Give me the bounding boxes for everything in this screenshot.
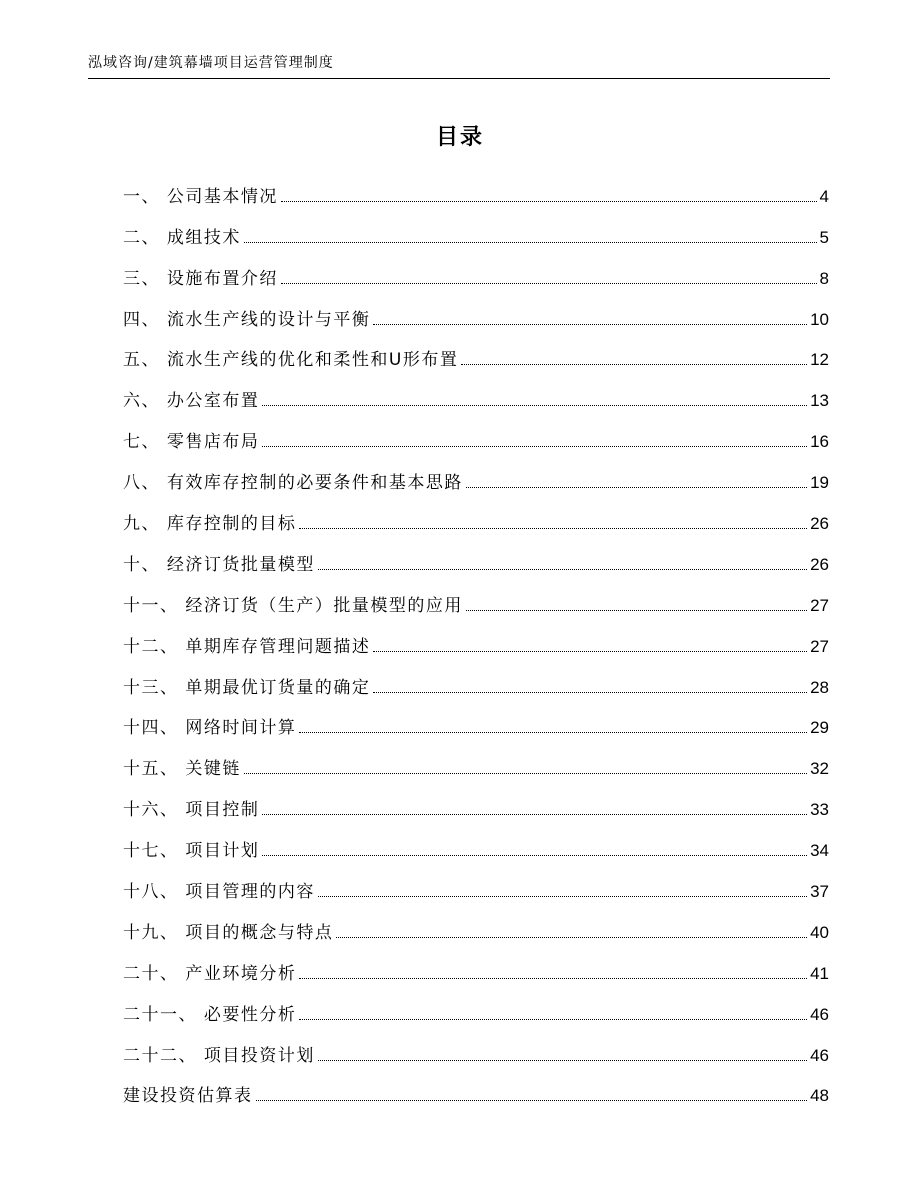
toc-entry[interactable] (123, 493, 829, 534)
toc-entry-label: 十一、 经济订货（生产）批量模型的应用 (123, 595, 463, 616)
toc-dot-leader (262, 445, 807, 447)
toc-dot-leader (373, 650, 807, 652)
toc-dot-leader (299, 1018, 807, 1020)
toc-entry[interactable] (123, 943, 829, 984)
toc-dot-leader (299, 731, 807, 733)
toc-entry[interactable] (123, 698, 829, 739)
toc-dot-leader (318, 1059, 807, 1061)
toc-entry-label: 二十一、 必要性分析 (123, 1004, 297, 1025)
toc-entry[interactable] (123, 248, 829, 289)
toc-entry[interactable] (123, 207, 829, 248)
header-rule (88, 78, 830, 79)
toc-dot-leader (318, 568, 807, 570)
toc-entry-page: 12 (810, 350, 829, 370)
toc-entry-label: 二十、 产业环境分析 (123, 963, 297, 984)
toc-dot-leader (466, 486, 807, 488)
toc-dot-leader (244, 241, 817, 243)
toc-entry-page: 26 (810, 554, 829, 574)
toc-entry-label: 十二、 单期库存管理问题描述 (123, 636, 371, 657)
toc-entry-label: 六、 办公室布置 (123, 391, 260, 412)
toc-dot-leader (373, 323, 807, 325)
toc-entry[interactable] (123, 657, 829, 698)
toc-entry-page: 27 (810, 636, 829, 656)
toc-entry-page: 48 (810, 1086, 829, 1106)
toc-entry-label: 十九、 项目的概念与特点 (123, 922, 334, 943)
toc-entry-page: 27 (810, 595, 829, 615)
toc-entry[interactable] (123, 1025, 829, 1066)
toc-entry-page: 46 (810, 1045, 829, 1065)
toc-entry[interactable] (123, 861, 829, 902)
toc-entry-label: 建设投资估算表 (123, 1086, 253, 1107)
toc-entry[interactable] (123, 289, 829, 330)
toc-entry-page: 40 (810, 922, 829, 942)
toc-entry-page: 46 (810, 1004, 829, 1024)
toc-dot-leader (373, 691, 807, 693)
toc-entry-label: 十七、 项目计划 (123, 841, 260, 862)
toc-entry-page: 29 (810, 718, 829, 738)
toc-entry[interactable] (123, 902, 829, 943)
document-header: 泓域咨询/建筑幕墙项目运营管理制度 (88, 55, 334, 71)
toc-entry-label: 十三、 单期最优订货量的确定 (123, 677, 371, 698)
toc-list (123, 166, 829, 1106)
toc-entry[interactable] (123, 452, 829, 493)
toc-entry-page: 8 (819, 268, 829, 288)
toc-entry-label: 十五、 关键链 (123, 759, 241, 780)
toc-dot-leader (466, 609, 807, 611)
toc-dot-leader (318, 895, 807, 897)
toc-entry[interactable] (123, 984, 829, 1025)
toc-entry[interactable] (123, 1066, 829, 1107)
toc-entry-page: 5 (819, 227, 829, 247)
toc-dot-leader (299, 977, 807, 979)
toc-entry-label: 四、 流水生产线的设计与平衡 (123, 309, 371, 330)
toc-entry-label: 七、 零售店布局 (123, 432, 260, 453)
toc-dot-leader (461, 363, 807, 365)
toc-entry-label: 十、 经济订货批量模型 (123, 554, 315, 575)
toc-entry-page: 4 (819, 186, 829, 206)
toc-dot-leader (262, 404, 807, 406)
toc-entry-page: 28 (810, 677, 829, 697)
toc-entry-page: 26 (810, 514, 829, 534)
toc-entry[interactable] (123, 330, 829, 371)
toc-dot-leader (336, 936, 807, 938)
toc-entry-page: 32 (810, 759, 829, 779)
toc-entry[interactable] (123, 738, 829, 779)
toc-entry-label: 一、 公司基本情况 (123, 186, 278, 207)
toc-entry-page: 16 (810, 432, 829, 452)
toc-entry-page: 19 (810, 473, 829, 493)
toc-entry-page: 10 (810, 309, 829, 329)
toc-entry-label: 八、 有效库存控制的必要条件和基本思路 (123, 473, 463, 494)
toc-entry-label: 二十二、 项目投资计划 (123, 1045, 315, 1066)
toc-entry-page: 34 (810, 841, 829, 861)
toc-entry[interactable] (123, 779, 829, 820)
toc-entry-label: 十八、 项目管理的内容 (123, 882, 315, 903)
toc-dot-leader (262, 854, 807, 856)
toc-entry-page: 33 (810, 800, 829, 820)
toc-entry-page: 13 (810, 391, 829, 411)
toc-dot-leader (299, 527, 807, 529)
toc-entry-label: 十四、 网络时间计算 (123, 718, 297, 739)
toc-entry-label: 五、 流水生产线的优化和柔性和U形布置 (123, 350, 459, 371)
toc-dot-leader (281, 200, 817, 202)
toc-entry[interactable] (123, 616, 829, 657)
toc-dot-leader (256, 1099, 808, 1101)
toc-dot-leader (281, 282, 817, 284)
toc-entry-label: 九、 库存控制的目标 (123, 514, 297, 535)
toc-entry-label: 二、 成组技术 (123, 227, 241, 248)
toc-entry[interactable] (123, 534, 829, 575)
toc-entry[interactable] (123, 575, 829, 616)
toc-entry[interactable] (123, 820, 829, 861)
toc-entry[interactable] (123, 411, 829, 452)
toc-entry[interactable] (123, 370, 829, 411)
toc-entry-page: 41 (810, 963, 829, 983)
toc-entry[interactable] (123, 166, 829, 207)
toc-entry-label: 十六、 项目控制 (123, 800, 260, 821)
toc-entry-page: 37 (810, 882, 829, 902)
toc-title: 目录 (435, 125, 484, 150)
toc-dot-leader (262, 813, 807, 815)
toc-dot-leader (244, 772, 807, 774)
toc-entry-label: 三、 设施布置介绍 (123, 268, 278, 289)
